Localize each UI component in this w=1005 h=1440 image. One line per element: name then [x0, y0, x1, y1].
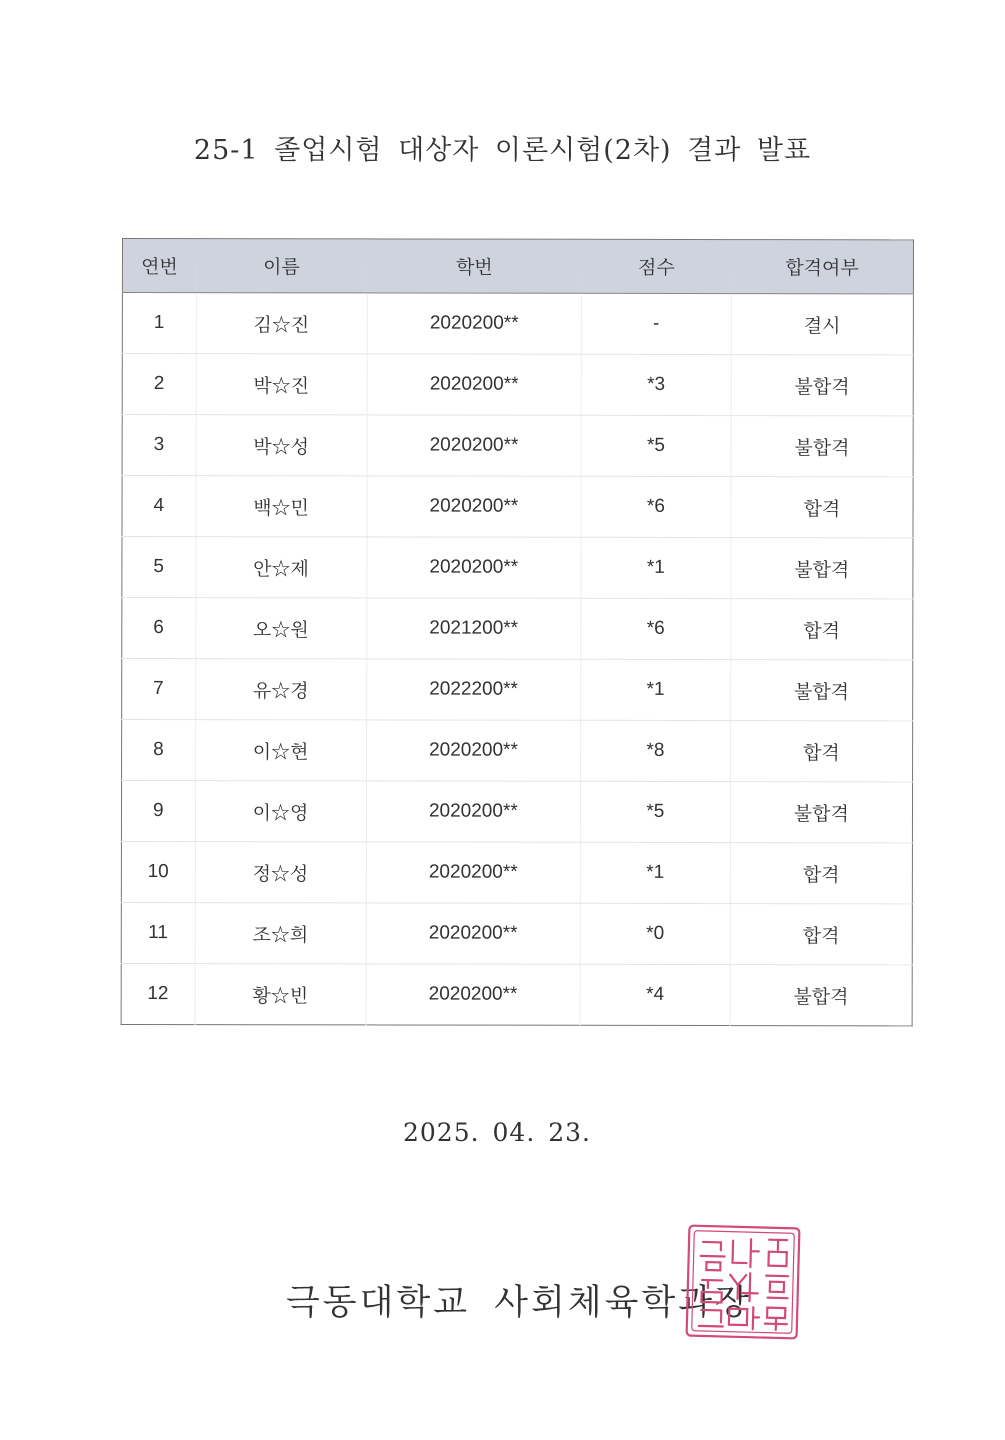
cell-name: 안☆제 [195, 537, 366, 598]
table-header-row [122, 239, 913, 294]
cell-score: *6 [581, 598, 731, 659]
cell-score: *4 [580, 964, 730, 1025]
cell-no: 6 [122, 598, 196, 659]
cell-name: 김☆진 [196, 293, 367, 354]
cell-score: *3 [581, 354, 731, 415]
cell-result: 불합격 [730, 660, 912, 721]
cell-score: *1 [580, 842, 730, 903]
cell-score: *5 [581, 781, 731, 842]
cell-no: 12 [147, 983, 169, 1005]
cell-score: - [581, 293, 731, 354]
cell-result: 합격 [730, 599, 912, 660]
cell-result: 불합격 [731, 355, 913, 416]
cell-student-id: 2020200** [366, 537, 581, 598]
cell-result: 합격 [730, 904, 912, 965]
cell-result: 불합격 [730, 965, 912, 1026]
header-student-id: 학번 [367, 239, 582, 293]
cell-result: 합격 [731, 477, 913, 538]
cell-no: 10 [121, 841, 195, 902]
cell-result: 불합격 [730, 782, 912, 843]
cell-student-id: 2020200** [366, 781, 581, 842]
cell-name: 박☆진 [196, 354, 367, 415]
cell-result: 합격 [730, 721, 912, 782]
signature-line: 극동대학교 사회체육학과장 [286, 1283, 752, 1323]
cell-name: 유☆경 [195, 659, 366, 720]
cell-result: 결시 [731, 294, 913, 355]
cell-result: 합격 [730, 843, 912, 904]
cell-no: 7 [122, 659, 196, 720]
cell-no: 3 [122, 415, 196, 476]
table-row [122, 415, 913, 477]
header-score: 점수 [582, 239, 732, 293]
cell-score: *1 [581, 537, 731, 598]
header-result: 합격여부 [731, 240, 913, 294]
table-row [122, 354, 913, 416]
cell-name: 조☆희 [195, 903, 366, 964]
table-row [122, 720, 913, 782]
cell-score: *1 [581, 659, 731, 720]
table-row [122, 598, 913, 660]
table-row [122, 537, 913, 599]
results-table [121, 238, 914, 1026]
cell-student-id: 2021200** [366, 598, 581, 659]
cell-student-id: 2020200** [367, 354, 582, 415]
table-row [121, 902, 912, 964]
cell-result: 불합격 [730, 538, 912, 599]
cell-no: 5 [122, 537, 196, 598]
cell-student-id: 2020200** [366, 964, 581, 1025]
cell-no: 1 [122, 293, 196, 354]
cell-no: 4 [122, 476, 196, 537]
cell-score: *0 [580, 903, 730, 964]
announcement-date: 2025. 04. 23. [403, 1118, 591, 1147]
header-no: 연번 [122, 239, 196, 293]
cell-name: 이☆현 [195, 720, 366, 781]
cell-student-id: 2020200** [366, 842, 581, 903]
cell-name: 백☆민 [195, 476, 366, 537]
cell-no: 8 [122, 720, 196, 781]
table-row [122, 293, 913, 355]
cell-student-id: 2020200** [367, 476, 582, 537]
cell-no: 11 [121, 902, 195, 963]
official-seal-icon [682, 1221, 803, 1342]
table-body [121, 293, 913, 1026]
cell-result: 불합격 [731, 416, 913, 477]
cell-student-id: 2020200** [366, 903, 581, 964]
cell-score: *5 [581, 415, 731, 476]
table-row [121, 781, 912, 843]
cell-student-id: 2020200** [367, 415, 582, 476]
cell-name: 정☆성 [195, 842, 366, 903]
cell-student-id: 2022200** [366, 659, 581, 720]
cell-no: 2 [122, 354, 196, 415]
cell-name: 박☆성 [196, 415, 367, 476]
table-row [122, 659, 913, 721]
header-name: 이름 [196, 239, 367, 293]
table-row [121, 841, 912, 903]
cell-name: 황☆빈 [195, 964, 366, 1025]
table-row [122, 476, 913, 538]
cell-score: *8 [581, 720, 731, 781]
page-title: 25-1 졸업시험 대상자 이론시험(2차) 결과 발표 [193, 135, 812, 166]
seal-drawing [687, 1226, 800, 1339]
table-row [121, 963, 912, 1025]
cell-name: 오☆원 [195, 598, 366, 659]
cell-no: 9 [121, 781, 195, 842]
cell-student-id: 2020200** [366, 720, 581, 781]
cell-score: *6 [581, 476, 731, 537]
cell-name: 이☆영 [195, 781, 366, 842]
cell-student-id: 2020200** [367, 293, 582, 354]
